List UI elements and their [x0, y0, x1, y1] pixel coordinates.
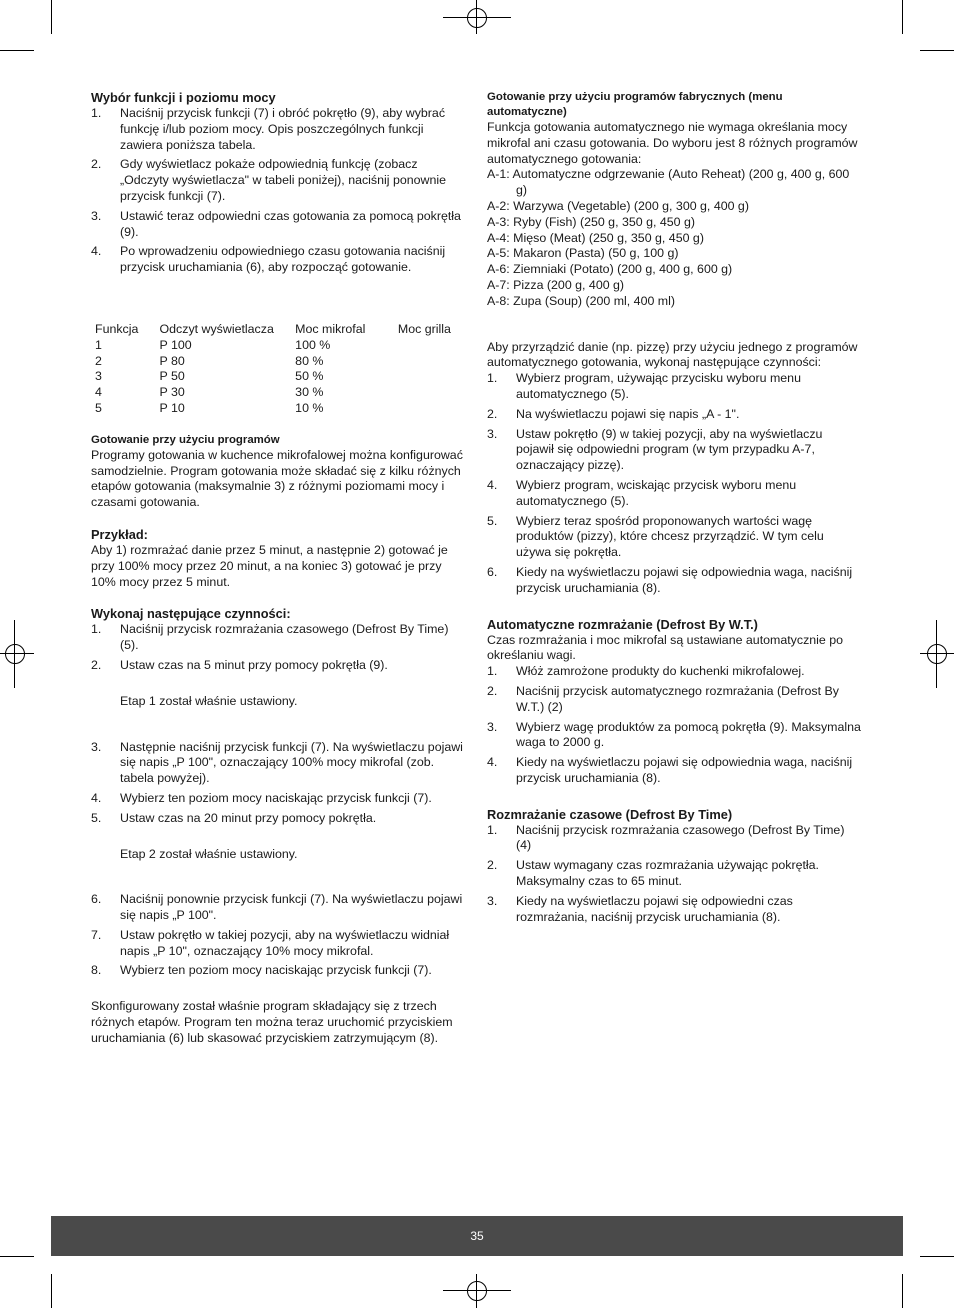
- list-number: 1.: [91, 106, 102, 120]
- crop-mark: [51, 1274, 52, 1308]
- auto-menu-howto: Aby przyrządzić danie (np. pizzę) przy użyciu jednego z programów automatycznego gotowania, wykonaj następujące czynności:: [487, 339, 858, 370]
- list-number: 2.: [487, 406, 498, 421]
- program-item: A-7: Pizza (200 g, 400 g): [487, 277, 625, 292]
- list-number: 3.: [91, 208, 102, 223]
- table-cell: P 80: [159, 353, 185, 368]
- list-item: [487, 664, 862, 680]
- column-header: Moc grilla: [397, 321, 451, 336]
- list-item-text: Kiedy na wyświetlaczu pojawi się odpowiedni czas rozmrażania, naciśnij przycisk uruchamiania (8).: [516, 893, 793, 924]
- list-number: 4.: [91, 244, 102, 259]
- steps-defrost-time: [487, 823, 862, 926]
- program-item: A-6: Ziemniaki (Potato) (200 g, 400 g, 600 g): [487, 262, 733, 277]
- list-item-text: Włóż zamrożone produkty do kuchenki mikrofalowej.: [516, 664, 805, 679]
- list-item-text: Na wyświetlaczu pojawi się napis „A - 1".: [516, 406, 740, 421]
- list-number: 8.: [91, 963, 102, 978]
- list-item-text: Naciśnij przycisk rozmrażania czasowego (Defrost By Time) (5).: [120, 622, 449, 653]
- list-item: [91, 963, 467, 979]
- table-cell: P 50: [159, 369, 185, 384]
- list-item-text: Kiedy na wyświetlaczu pojawi się odpowiednia waga, naciśnij przycisk uruchamiania (8).: [516, 755, 853, 785]
- list-number: 6.: [91, 892, 102, 907]
- stage-note: Etap 2 został właśnie ustawiony.: [120, 846, 298, 861]
- list-item-text: Gdy wyświetlacz pokaże odpowiednią funkcję (zobacz „Odczyty wyświetlacza" w tabeli poniżej), naciśnij ponownie przycisk funkcji (7).: [120, 157, 447, 203]
- table-cell: 3: [95, 369, 102, 384]
- list-item-text: Po wprowadzeniu odpowiedniego czasu gotowania naciśnij przycisk uruchamiania (6), aby rozpocząć gotowanie.: [120, 244, 446, 275]
- section-heading-steps: Wykonaj następujące czynności:: [91, 606, 291, 622]
- list-item: [487, 371, 862, 403]
- crop-mark: [902, 0, 903, 34]
- list-item: [91, 106, 467, 153]
- list-item: [487, 894, 862, 926]
- list-number: 2.: [91, 657, 102, 672]
- list-number: 6.: [487, 564, 498, 579]
- list-item: [91, 791, 467, 807]
- steps-part-2: [91, 740, 467, 827]
- table-row: [95, 385, 467, 401]
- list-item-text: Ustaw czas na 20 minut przy pomocy pokrętła.: [120, 810, 377, 825]
- list-number: 2.: [487, 683, 498, 698]
- list-item: [487, 407, 862, 423]
- list-item-text: Ustaw czas na 5 minut przy pomocy pokrętła (9).: [120, 657, 388, 672]
- column-header: Odczyt wyświetlacza: [159, 321, 274, 336]
- table-cell: 2: [95, 353, 102, 368]
- table-cell: 4: [95, 385, 102, 400]
- list-number: 3.: [487, 719, 498, 734]
- registration-mark: [476, 1274, 477, 1308]
- list-item-text: Naciśnij przycisk funkcji (7) i obróć pokrętło (9), aby wybrać funkcję i/lub poziom mocy. Opis poszczególnych funkcji zawiera poniższa tabela.: [120, 106, 446, 152]
- list-item: [91, 928, 467, 960]
- registration-mark: [467, 8, 487, 28]
- list-item-text: Wybierz wagę produktów za pomocą pokrętła (9). Maksymalna waga to 2000 g.: [516, 719, 861, 750]
- list-item-text: Wybierz ten poziom mocy naciskając przycisk funkcji (7).: [120, 963, 432, 978]
- registration-mark: [5, 644, 25, 664]
- list-item-text: Ustaw wymagany czas rozmrażania używając pokrętła. Maksymalny czas to 65 minut.: [516, 858, 819, 889]
- steps-defrost-weight: [487, 664, 862, 787]
- section-heading-function-power: Wybór funkcji i poziomu mocy: [91, 90, 276, 105]
- table-cell: [398, 369, 467, 385]
- list-number: 3.: [91, 739, 102, 754]
- section-heading-example: Przykład:: [91, 526, 148, 542]
- list-number: 2.: [487, 858, 498, 873]
- program-item: A-4: Mięso (Meat) (250 g, 350 g, 450 g): [487, 230, 704, 245]
- steps-part-1: [91, 622, 467, 673]
- list-item: [91, 658, 467, 674]
- table-cell: 1: [95, 337, 102, 352]
- list-item-text: Naciśnij przycisk rozmrażania czasowego (Defrost By Time) (4): [516, 822, 845, 853]
- registration-mark: [467, 1281, 487, 1301]
- registration-mark: [476, 0, 477, 34]
- list-number: 4.: [487, 477, 498, 492]
- table-cell: 50 %: [295, 369, 324, 384]
- table-cell: P 10: [159, 400, 185, 415]
- list-item: [487, 427, 862, 474]
- summary-paragraph: Skonfigurowany został właśnie program składający się z trzech różnych etapów. Program ten można teraz uruchomić przyciskiem uruchamiania (6) lub skasować przyciskiem zatrzymującym (8).: [91, 999, 453, 1045]
- list-item: [91, 892, 467, 924]
- list-item: [487, 823, 862, 855]
- list-item: [487, 478, 862, 510]
- list-item: [91, 209, 467, 241]
- section-heading-auto-menu: Gotowanie przy użyciu programów fabrycznych (menu automatyczne): [487, 91, 783, 118]
- list-item: [487, 858, 862, 890]
- table-cell: [398, 401, 467, 417]
- list-item: [91, 811, 467, 827]
- list-number: 4.: [487, 755, 498, 770]
- list-item-text: Ustawić teraz odpowiedni czas gotowania za pomocą pokrętła (9).: [120, 208, 461, 239]
- list-item-text: Wybierz teraz spośród proponowanych wartości wagę produktów (pizzy), które chcesz przyrządzić. W tym celu używa się pokrętła.: [516, 513, 824, 560]
- list-number: 3.: [487, 893, 498, 908]
- list-item-text: Wybierz ten poziom mocy naciskając przycisk funkcji (7).: [120, 790, 432, 805]
- list-item: [487, 684, 862, 716]
- table-cell: P 30: [159, 385, 185, 400]
- auto-programs-list: [487, 167, 862, 309]
- list-number: 1.: [91, 622, 102, 637]
- registration-mark: [920, 653, 954, 654]
- list-number: 1.: [487, 822, 498, 837]
- programs-paragraph: Programy gotowania w kuchence mikrofalowej można konfigurować samodzielnie. Program gotowania może składać się z kilku różnych etapów gotowania (maksymalnie 3) z różnymi poziomami mocy i czasami gotowania.: [91, 447, 463, 510]
- list-item: [91, 740, 467, 787]
- list-number: 7.: [91, 927, 102, 942]
- registration-mark: [443, 17, 511, 18]
- list-item: [487, 720, 862, 752]
- section-heading-defrost-weight: Automatyczne rozmrażanie (Defrost By W.T.): [487, 616, 758, 632]
- crop-mark: [920, 50, 954, 51]
- table-cell: 100 %: [295, 337, 331, 352]
- list-number: 4.: [91, 790, 102, 805]
- column-header: Moc mikrofal: [295, 321, 366, 336]
- column-header: Funkcja: [95, 321, 139, 336]
- list-item: [487, 755, 862, 787]
- table-cell: 30 %: [295, 385, 324, 400]
- footer-bar: [51, 1216, 903, 1256]
- table-cell: 5: [95, 400, 102, 415]
- list-number: 1.: [487, 664, 498, 679]
- list-number: 3.: [487, 426, 498, 441]
- list-item-text: Naciśnij ponownie przycisk funkcji (7). Na wyświetlaczu pojawi się napis „P 100".: [120, 892, 463, 923]
- list-item-text: Kiedy na wyświetlaczu pojawi się odpowiednia waga, naciśnij przycisk uruchamiania (8).: [516, 564, 853, 595]
- stage-note: Etap 1 został właśnie ustawiony.: [120, 693, 298, 708]
- registration-mark: [443, 1290, 511, 1291]
- list-item: [487, 565, 862, 597]
- left-column: [91, 90, 467, 1047]
- table-cell: [398, 338, 467, 354]
- crop-mark: [51, 0, 52, 34]
- list-number: 5.: [91, 810, 102, 825]
- crop-mark: [920, 1256, 954, 1257]
- registration-mark: [14, 620, 15, 688]
- section-heading-defrost-time: Rozmrażanie czasowe (Defrost By Time): [487, 806, 733, 822]
- list-item-text: Następnie naciśnij przycisk funkcji (7). Na wyświetlaczu pojawi się napis „P 100", oznaczający 100% mocy mikrofal (zob. tabela powyżej).: [120, 739, 463, 786]
- list-item-text: Wybierz program, wciskając przycisk wyboru menu automatycznego (5).: [516, 477, 797, 508]
- list-item-text: Ustaw pokrętło (9) w takiej pozycji, aby na wyświetlaczu pojawił się odpowiedni program (w tym przypadku A-7, oznaczający pizzę).: [516, 426, 823, 473]
- table-cell: P 100: [159, 337, 192, 352]
- table-row: [95, 338, 467, 354]
- table-row: [95, 354, 467, 370]
- registration-mark: [0, 653, 34, 654]
- list-number: 1.: [487, 371, 498, 386]
- right-column: [487, 90, 862, 929]
- registration-mark: [936, 620, 937, 688]
- list-item: [91, 244, 467, 276]
- list-item: [487, 514, 862, 561]
- program-item: A-5: Makaron (Pasta) (50 g, 100 g): [487, 246, 679, 261]
- crop-mark: [0, 1256, 34, 1257]
- table-cell: 80 %: [295, 353, 324, 368]
- table-row: [95, 369, 467, 385]
- table-body: [95, 338, 467, 417]
- list-number: 2.: [91, 157, 102, 172]
- table-cell: [398, 354, 467, 370]
- table-row: [95, 401, 467, 417]
- program-item: A-3: Ryby (Fish) (250 g, 350 g, 450 g): [487, 214, 695, 229]
- crop-mark: [0, 50, 34, 51]
- program-item: A-1: Automatyczne odgrzewanie (Auto Reheat) (200 g, 400 g, 600 g): [487, 167, 850, 198]
- list-item-text: Naciśnij przycisk automatycznego rozmrażania (Defrost By W.T.) (2): [516, 683, 839, 714]
- list-item-text: Ustaw pokrętło w takiej pozycji, aby na wyświetlaczu widniał napis „P 10", oznaczający 10% mocy mikrofal.: [120, 927, 450, 958]
- program-item: A-2: Warzywa (Vegetable) (200 g, 300 g, 400 g): [487, 198, 749, 213]
- crop-mark: [902, 1274, 903, 1308]
- program-item: A-8: Zupa (Soup) (200 ml, 400 ml): [487, 293, 676, 308]
- registration-mark: [927, 644, 947, 664]
- steps-part-3: [91, 892, 467, 979]
- auto-menu-paragraph: Funkcja gotowania automatycznego nie wymaga określania mocy mikrofal ani czasu gotowania. Do wyboru jest 8 różnych programów automatycznego gotowania:: [487, 120, 858, 166]
- example-paragraph: Aby 1) rozmrażać danie przez 5 minut, a następnie 2) gotować je przy 100% mocy przez 20 minut, a na koniec 3) gotować je przy 10% mocy przez 5 minut.: [91, 542, 448, 589]
- table-cell: 10 %: [295, 400, 324, 415]
- power-levels-table: [95, 322, 467, 417]
- steps-auto-menu: [487, 371, 862, 596]
- table-cell: [398, 385, 467, 401]
- page-number: 35: [470, 1229, 484, 1243]
- section-heading-programs: Gotowanie przy użyciu programów: [91, 433, 280, 446]
- defrost-weight-paragraph: Czas rozmrażania i moc mikrofal są ustawiane automatycznie po określaniu wagi.: [487, 632, 844, 663]
- list-item: [91, 622, 467, 654]
- list-item-text: Wybierz program, używając przycisku wyboru menu automatycznego (5).: [516, 371, 801, 401]
- table-header-row: [95, 322, 467, 338]
- list-item: [91, 157, 467, 204]
- list-number: 5.: [487, 513, 498, 528]
- steps-function-power: [91, 106, 467, 276]
